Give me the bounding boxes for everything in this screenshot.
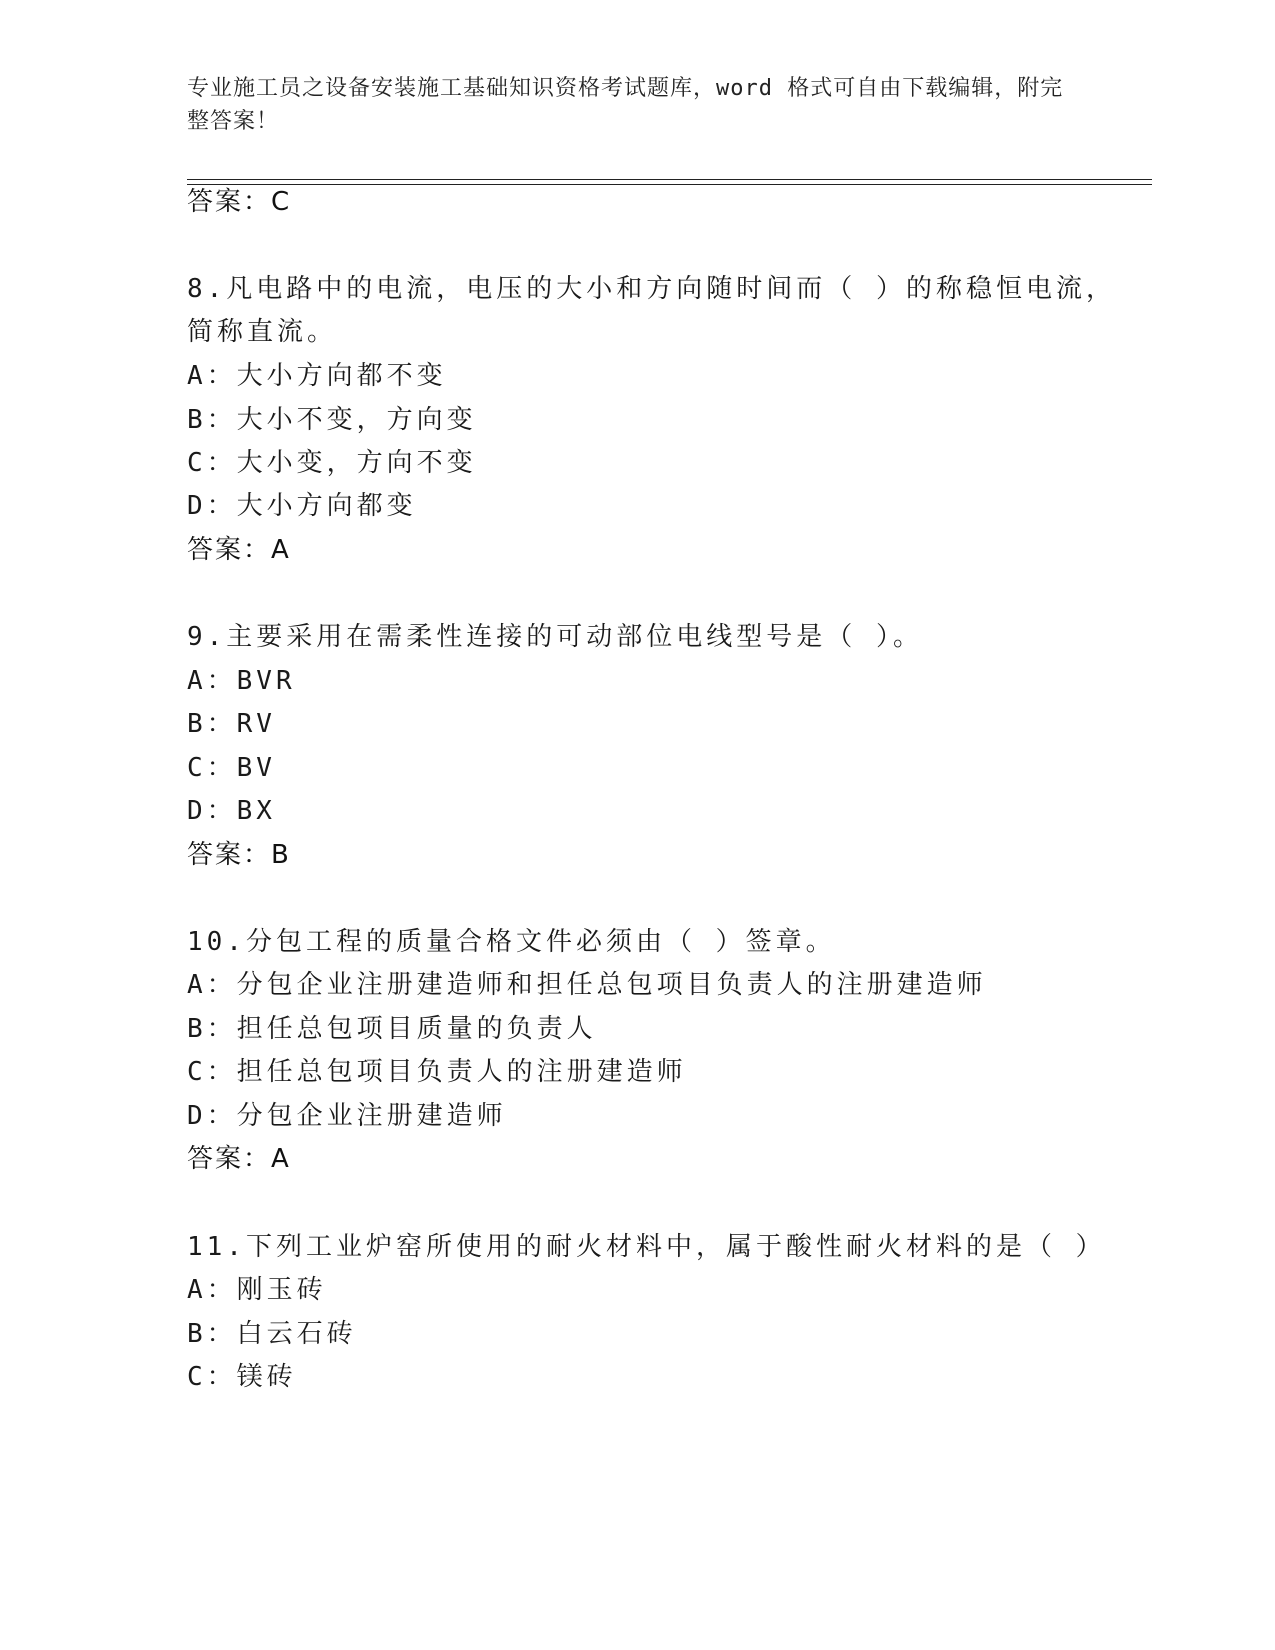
question-10-option-d: D：分包企业注册建造师 [187, 1101, 507, 1131]
question-9-option-b: B：RV [187, 709, 276, 739]
question-10-option-c: C：担任总包项目负责人的注册建造师 [187, 1057, 687, 1087]
question-10-answer: 答案：A [187, 1144, 291, 1174]
question-10-option-a: A：分包企业注册建造师和担任总包项目负责人的注册建造师 [187, 970, 987, 1000]
question-8-option-c: C：大小变，方向不变 [187, 448, 477, 478]
question-10-stem: 10.分包工程的质量合格文件必须由（ ）签章。 [187, 927, 836, 957]
question-11-option-c: C：镁砖 [187, 1362, 297, 1392]
question-11-stem: 11.下列工业炉窑所使用的耐火材料中，属于酸性耐火材料的是（ ） [187, 1232, 1106, 1262]
question-8-option-b: B：大小不变，方向变 [187, 405, 477, 435]
question-9-option-c: C：BV [187, 753, 276, 783]
previous-answer: 答案：C [187, 187, 292, 217]
question-9-option-d: D：BX [187, 796, 276, 826]
question-8-option-d: D：大小方向都变 [187, 491, 417, 521]
question-11-option-a: A：刚玉砖 [187, 1275, 327, 1305]
question-10-option-b: B：担任总包项目质量的负责人 [187, 1014, 597, 1044]
question-8-answer: 答案：A [187, 535, 291, 565]
document-header: 专业施工员之设备安装施工基础知识资格考试题库，word 格式可自由下载编辑，附完整答案！ [187, 76, 1064, 134]
header-divider-bottom [187, 184, 1152, 185]
question-9-stem: 9.主要采用在需柔性连接的可动部位电线型号是（ ）。 [187, 622, 923, 652]
question-9-answer: 答案：B [187, 840, 291, 870]
header-divider-top [187, 179, 1152, 180]
question-11-option-b: B：白云石砖 [187, 1319, 357, 1349]
question-8-option-a: A：大小方向都不变 [187, 361, 447, 391]
question-8-stem-line1: 8.凡电路中的电流，电压的大小和方向随时间而（ ）的称稳恒电流， [187, 274, 1116, 304]
question-9-option-a: A：BVR [187, 666, 296, 696]
question-8-stem-line2: 简称直流。 [187, 317, 338, 347]
